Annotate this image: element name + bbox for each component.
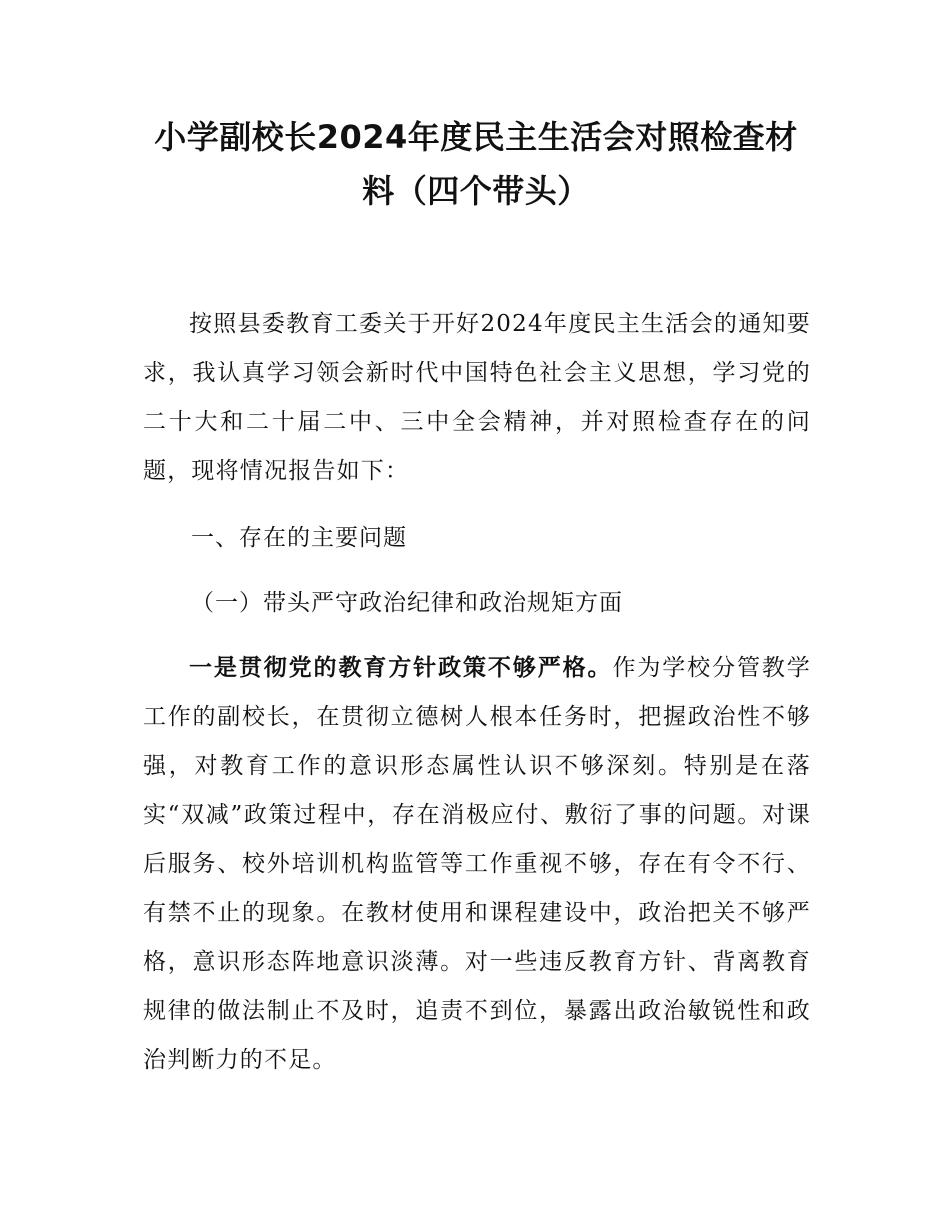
document-title: 小学副校长2024年度民主生活会对照检查材料（四个带头） [154,118,798,210]
point-1-paragraph [143,644,811,1085]
point-1-lead: 一是贯彻党的教育方针政策不够严格。 [189,655,613,681]
intro-paragraph: 按照县委教育工委关于开好2024年度民主生活会的通知要求，我认真学习领会新时代中国特色社会主义思想，学习党的二十大和二十届二中、三中全会精神，并对照检查存在的问题，现将情况报告如下： [143,311,811,484]
section-heading: 一、存在的主要问题 [191,525,407,551]
point-1-text: 作为学校分管教学工作的副校长，在贯彻立德树人根本任务时，把握政治性不够强，对教育工作的意识形态属性认识不够深刻。特别是在落实“双减”政策过程中，存在消极应付、敷衍了事的问题。对课后服务、校外培训机构监管等工作重视不够，存在有令不行、有禁不止的现象。在教材使用和课程建设中，政治把关不够严格，意识形态阵地意识淡薄。对一些违反教育方针、背离教育规律的做法制止不及时，追责不到位，暴露出政治敏锐性和政治判断力的不足。 [143,655,811,1073]
subsection-heading: （一）带头严守政治纪律和政治规矩方面 [191,590,623,616]
